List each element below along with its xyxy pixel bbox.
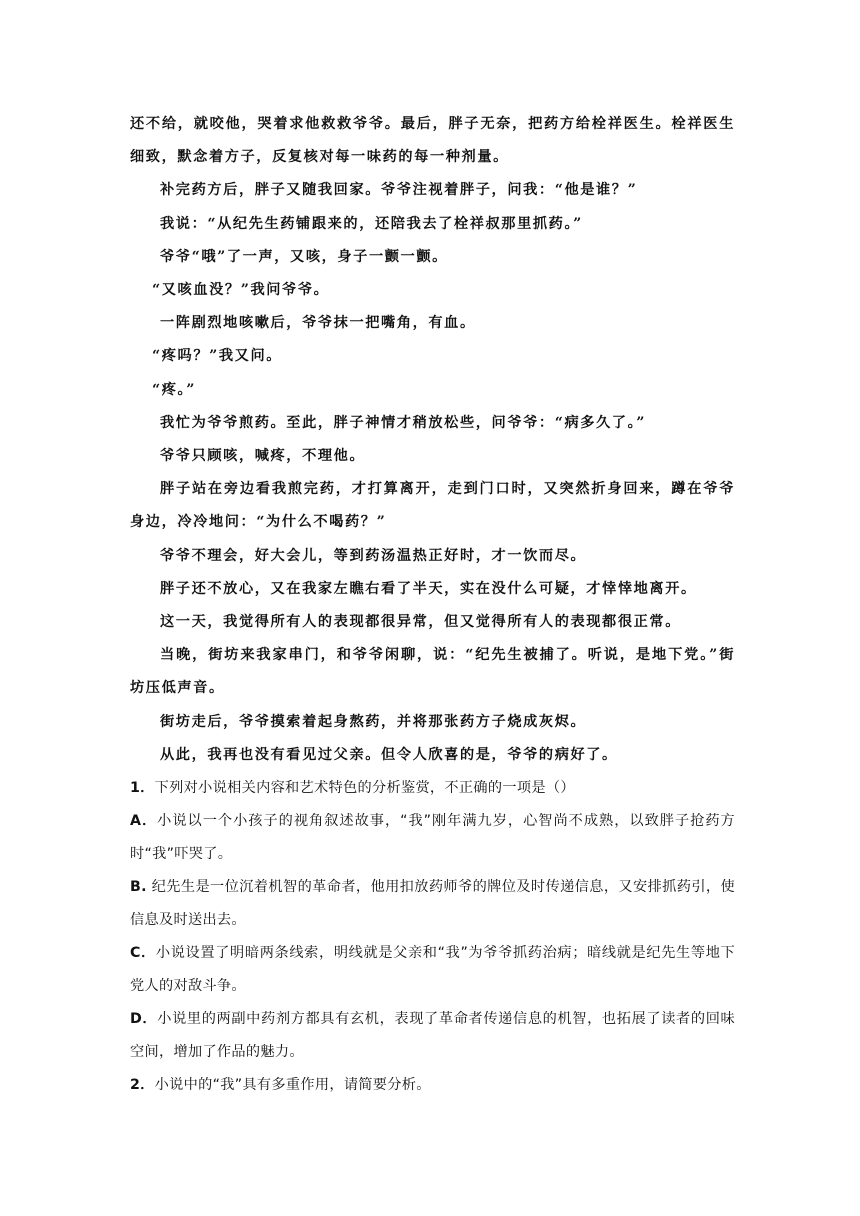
question-number: 1． (130, 780, 155, 797)
story-paragraph-13: 胖子还不放心，又在我家左瞧右看了半天，实在没什么可疑，才悻悻地离开。 (160, 580, 697, 597)
option-text: 纪先生是一位沉着机智的革命者，他用扣放药师爷的牌位及时传递信息，又安排抓药引，使信息及时送出去。 (130, 879, 735, 929)
story-paragraph-15: 当晚，街坊来我家串门，和爷爷闲聊，说：“纪先生被捕了。听说，是地下党。”街坊压低声音。 (130, 647, 735, 697)
option-c (130, 937, 735, 1003)
story-paragraph-14: 这一天，我觉得所有人的表现都很异常，但又觉得所有人的表现都很正常。 (160, 614, 681, 631)
document-page (130, 108, 735, 1102)
story-paragraph-4: 爷爷“哦”了一声，又咳，身子一颤一颤。 (160, 248, 448, 265)
question-text: 下列对小说相关内容和艺术特色的分析鉴赏，不正确的一项是（） (154, 780, 575, 797)
story-paragraph-9: 我忙为爷爷煎药。至此，胖子神情才稍放松些，问爷爷：“病多久了。” (160, 414, 647, 431)
option-text: 小说里的两副中药剂方都具有玄机，表现了革命者传递信息的机智，也拓展了读者的回味空间，增加了作品的魅力。 (130, 1011, 736, 1061)
story-paragraph-1: 还不给，就咬他，哭着求他救救爷爷。最后，胖子无奈，把药方给栓祥医生。栓祥医生细致，默念着方子，反复核对每一味药的每一种剂量。 (130, 116, 735, 166)
question-number: 2． (130, 1077, 155, 1094)
story-paragraph-3: 我说：“从纪先生药铺跟来的，还陪我去了栓祥叔那里抓药。” (160, 215, 583, 232)
option-letter: B. (130, 879, 147, 896)
option-text: 小说设置了明暗两条线索，明线就是父亲和“我”为爷爷抓药治病；暗线就是纪先生等地下党人的对敌斗争。 (130, 945, 736, 995)
option-b (130, 871, 735, 937)
story-paragraph-2: 补完药方后，胖子又随我回家。爷爷注视着胖子，问我：“他是谁？” (160, 182, 638, 199)
story-paragraph-17: 从此，我再也没有看见过父亲。但令人欣喜的是，爷爷的病好了。 (160, 746, 618, 763)
option-text: 小说以一个小孩子的视角叙述故事，“我”刚年满九岁，心智尚不成熟，以致胖子抢药方时“我”吓哭了。 (130, 813, 735, 863)
option-letter: D． (130, 1011, 158, 1028)
story-paragraph-16: 街坊走后，爷爷摸索着起身熬药，并将那张药方子烧成灰烬。 (160, 713, 587, 730)
story-paragraph-8: “疼。” (152, 381, 196, 398)
question-2 (130, 1069, 735, 1102)
story-paragraph-11: 胖子站在旁边看我煎完药，才打算离开，走到门口时，又突然折身回来，蹲在爷爷身边，冷冷地问：“为什么不喝药？” (130, 481, 735, 531)
questions-section (130, 772, 735, 1102)
story-paragraph-7: “疼吗？”我又问。 (152, 348, 283, 365)
option-d (130, 1003, 735, 1069)
option-a (130, 805, 735, 871)
question-text: 小说中的“我”具有多重作用，请简要分析。 (154, 1077, 431, 1094)
story-paragraph-10: 爷爷只顾咳，喊疼，不理他。 (160, 448, 366, 465)
story-paragraph-12: 爷爷不理会，好大会儿，等到药汤温热正好时，才一饮而尽。 (160, 547, 587, 564)
story-text (130, 108, 735, 772)
option-letter: C． (130, 945, 156, 962)
story-paragraph-6: 一阵剧烈地咳嗽后，爷爷抹一把嘴角，有血。 (160, 315, 476, 332)
story-paragraph-5: “又咳血没？”我问爷爷。 (152, 282, 330, 299)
question-1 (130, 772, 735, 805)
option-letter: A． (130, 813, 158, 830)
